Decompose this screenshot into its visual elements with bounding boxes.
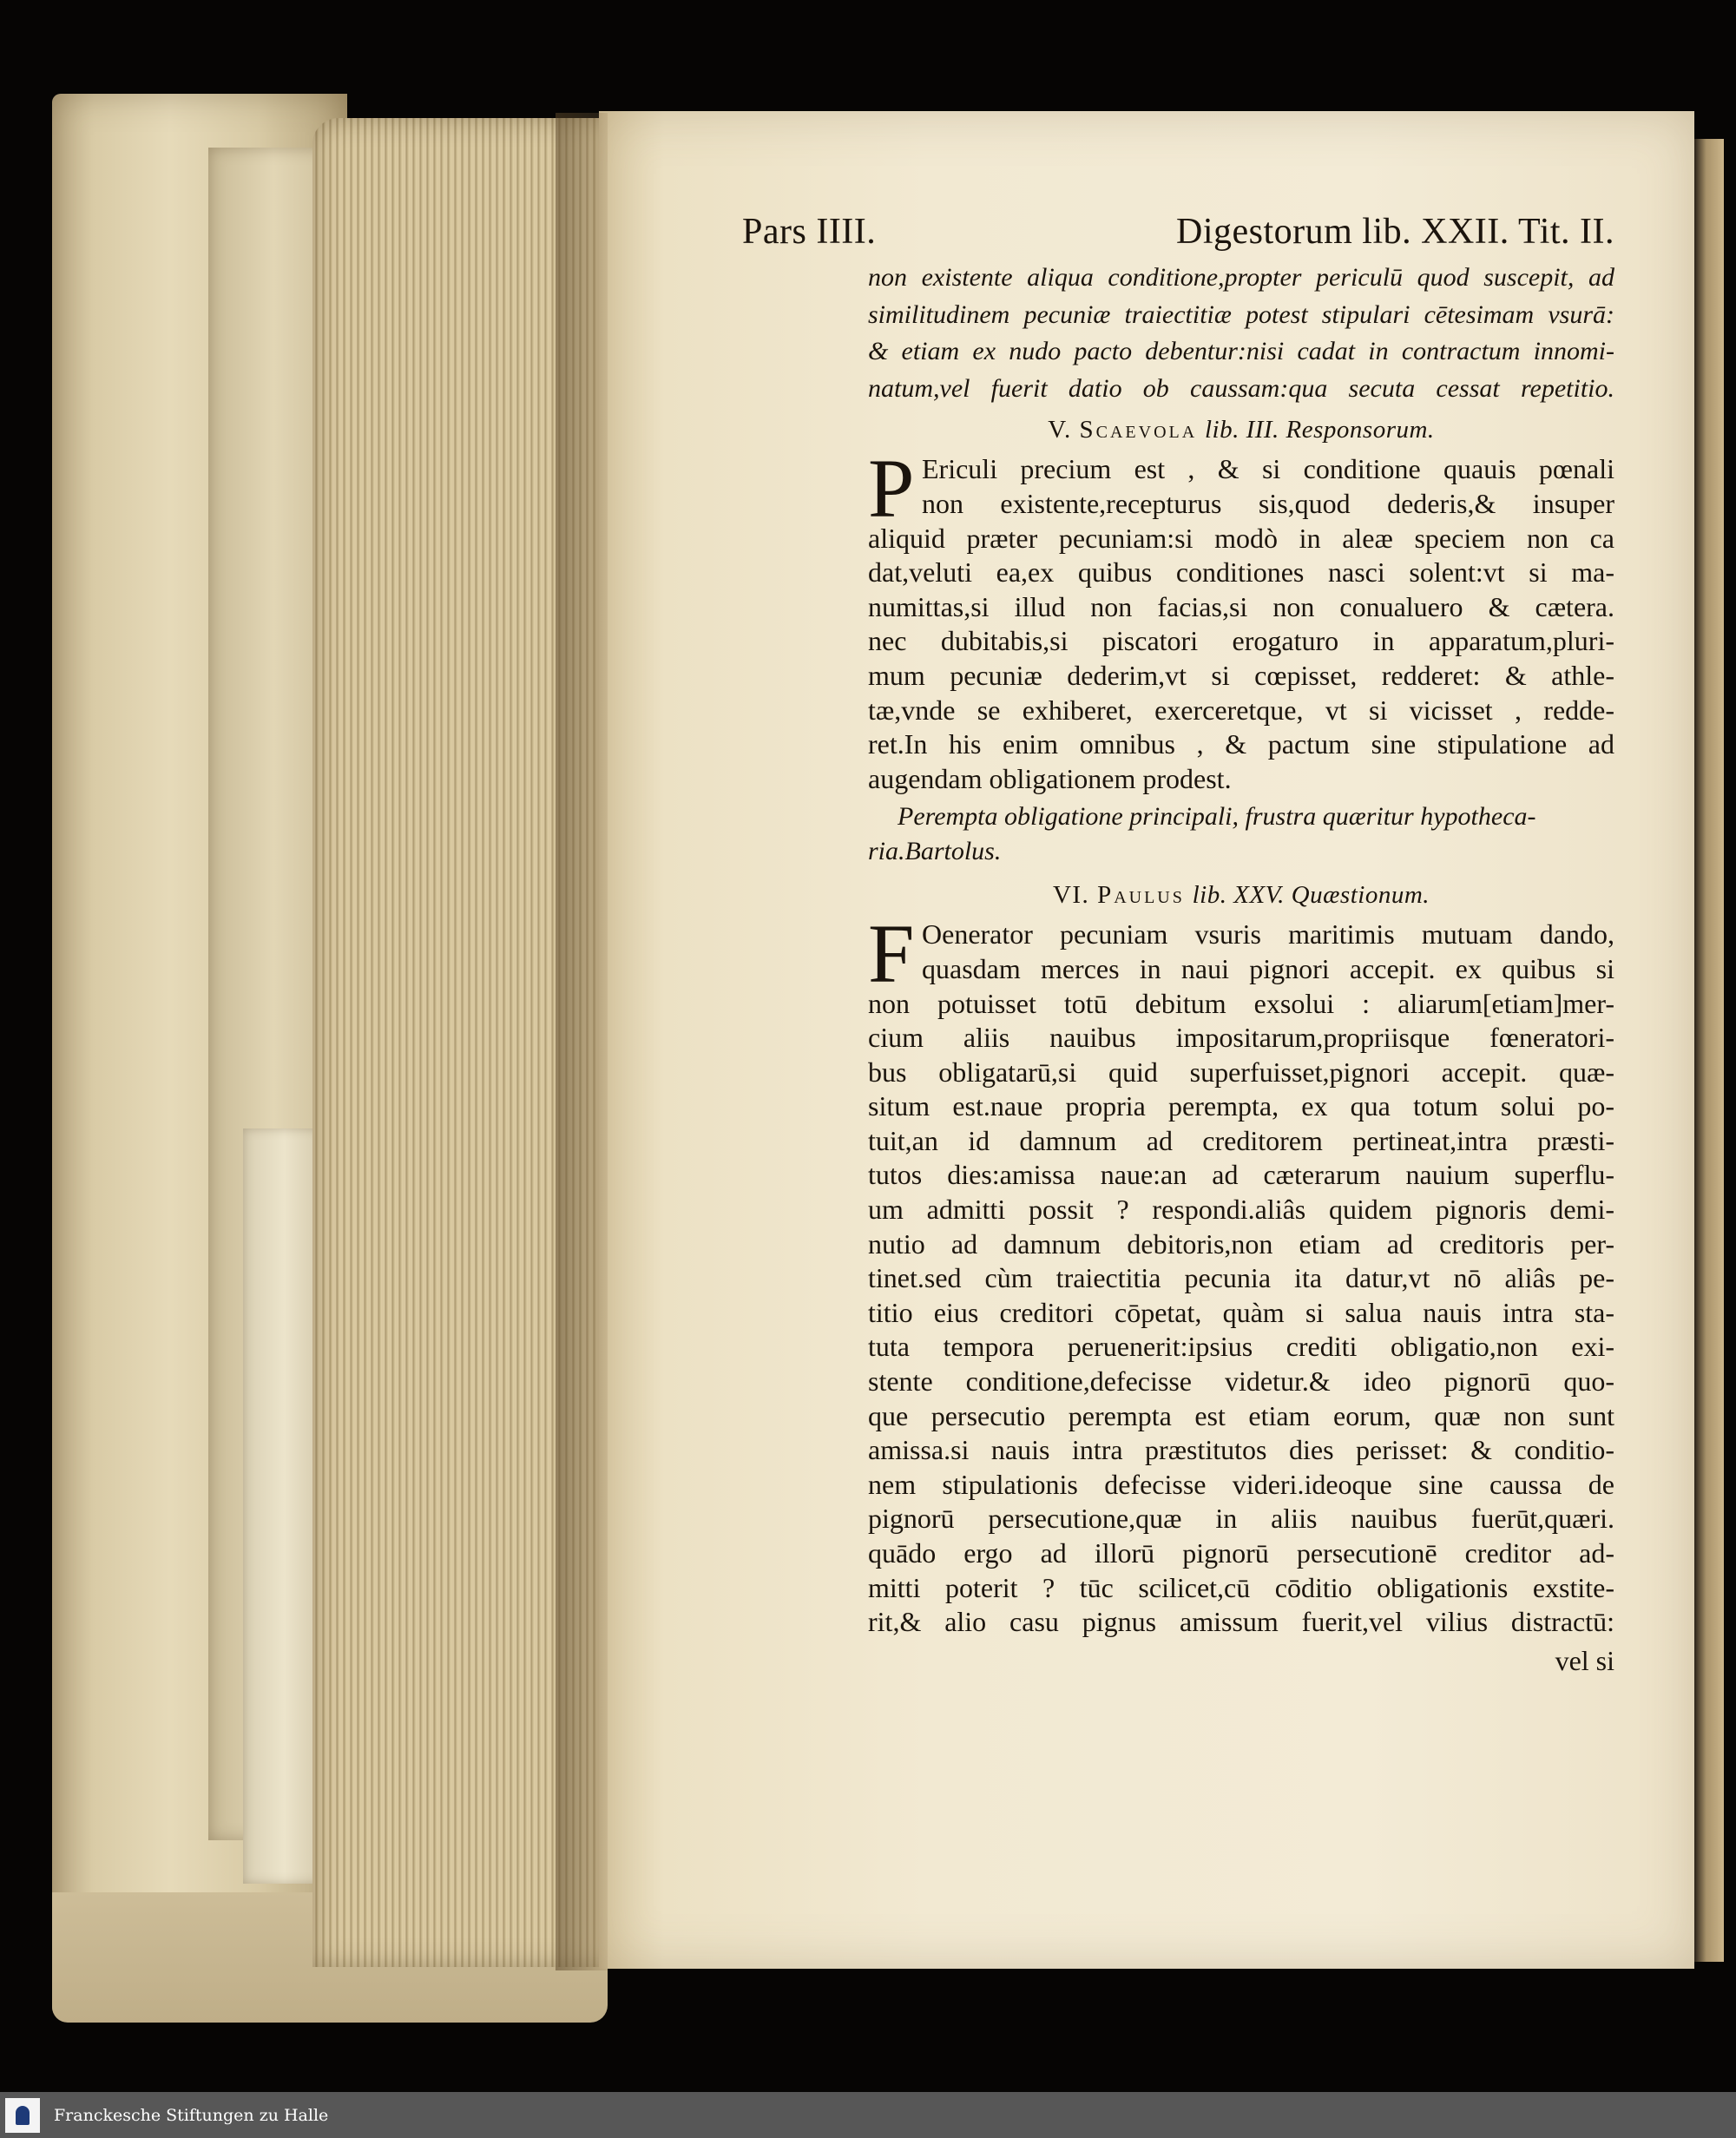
running-head-right: Digestorum lib. XXII. Tit. II. [1175,212,1614,252]
lex-vi-author: Paulus [1097,881,1185,910]
lex-vi-line: mitti poterit ? tūc scilicet,cū cōditio obligationis exstite- [868,1571,1614,1603]
lex-vi-line: Oenerator pecuniam vsuris maritimis mutuam dando, [922,918,1614,951]
lex-v-line: ret.In his enim omnibus , & pactum sine stipulatione ad [868,728,1614,760]
lex-vi-line: non potuisset totū debitum exsolui : aliarum[etiam]mer- [868,987,1614,1019]
lex-vi-paragraph [868,907,1614,1639]
lex-vi-line: cium aliis nauibus impositarum,propriisque fœneratori- [868,1022,1614,1054]
lex-v-author: Scaevola [1079,416,1198,444]
lex-v-number: V. [1048,416,1072,444]
lex-vi-line: tutos dies:amissa naue:an ad cæterarum nauium superflu- [868,1159,1614,1191]
francke-foundations-logo-icon[interactable] [5,2098,40,2133]
lex-vi-line: quādo ergo ad illorū pignorū persecutionē creditor ad- [868,1537,1614,1569]
lex-vi-line: titio eius creditori cōpetat, quàm si salua nauis intra sta- [868,1296,1614,1328]
lex-v-line: numittas,si illud non facias,si non conualuero & cætera. [868,590,1614,622]
logo-glyph [16,2106,30,2125]
page-gutter [556,113,608,1970]
footer-bar [0,2092,1736,2138]
lex-vi-line: pignorū persecutione,quæ in aliis nauibus fuerūt,quæri. [868,1503,1614,1535]
running-head-left: Pars IIII. [742,212,877,252]
summary-line: similitudinem pecuniæ traiectitiæ potest stipulari cētesimam vsurā: [868,299,1614,329]
lex-v-line: mum pecuniæ dederim,vt si cœpisset, redderet: & athle- [868,659,1614,691]
lex-vi-line: tuta tempora peruenerit:ipsius crediti obligatio,non exi- [868,1331,1614,1363]
summary [868,260,1614,407]
lex-v-dropcap: P [868,442,915,536]
lex-v-work: lib. III. Responsorum. [1204,416,1435,444]
lex-v-line: augendam obligationem prodest. [868,762,1232,794]
catchword: vel si [1555,1644,1614,1676]
lex-v-line: aliquid præter pecuniam:si modò in aleæ speciem non ca [868,522,1614,554]
gloss-line: ria.Bartolus. [868,837,1002,866]
summary-line: & etiam ex nudo pacto debentur:nisi cadat in contractum innomi- [868,337,1614,366]
lex-vi-line: stente conditione,defecisse videtur.& ideo pignorū quo- [868,1365,1614,1398]
lex-vi-line: rit,& alio casu pignus amissum fuerit,vel vilius distractū: [868,1606,1614,1638]
lex-vi-line: quasdam merces in naui pignori accepit. ex quibus si [922,952,1614,984]
lex-vi-number: VI. [1052,881,1090,910]
summary-line: non existente aliqua conditione,propter periculū quod suscepit, ad [868,263,1614,292]
lex-v-line: tæ,vnde se exhiberet, exerceretque, vt si vicisset , redde- [868,694,1614,726]
lex-vi-line: amissa.si nauis intra præstitutos dies perisset: & conditio- [868,1434,1614,1466]
gloss-line: Perempta obligatione principali, frustra quæritur hypotheca- [898,802,1536,832]
next-page-edge [1694,139,1724,1962]
lex-v-line: nec dubitabis,si piscatori erogaturo in apparatum,pluri- [868,625,1614,657]
lex-v-line: non existente,recepturus sis,quod dederis,& insuper [922,487,1614,519]
lex-v-line: dat,veluti ea,ex quibus conditiones nasci solent:vt si ma- [868,556,1614,589]
lex-vi-line: nem stipulationis defecisse videri.ideoque sine caussa de [868,1468,1614,1500]
summary-line: natum,vel fuerit datio ob caussam:qua secuta cessat repetitio. [868,373,1614,403]
lex-vi-line: tinet.sed cùm traiectitia pecunia ita datur,vt nō aliâs pe- [868,1262,1614,1294]
lex-vi-line: tuit,an id damnum ad creditorem pertineat,intra præsti- [868,1124,1614,1156]
lex-v-gloss [868,799,1614,869]
lex-v-paragraph [868,442,1614,796]
running-head [742,204,1614,260]
text-block [742,204,1614,1680]
lex-vi-heading [868,872,1614,918]
lex-vi-line: situm est.naue propria perempta, ex qua totum solui po- [868,1090,1614,1122]
lex-vi-line: um admitti possit ? respondi.aliâs quidem pignoris demi- [868,1194,1614,1226]
lex-vi-dropcap: F [868,907,915,1001]
lex-vi-line: que persecutio perempta est etiam eorum, quæ non sunt [868,1399,1614,1431]
lex-v-heading [868,407,1614,452]
lex-v-line: Ericuli precium est , & si conditione quauis pœnali [922,453,1614,485]
lex-vi-line: bus obligatarū,si quid superfuisset,pignori accepit. quæ- [868,1056,1614,1088]
footer-institution[interactable]: Franckesche Stiftungen zu Halle [54,2105,329,2125]
lex-vi-line: nutio ad damnum debitoris,non etiam ad creditoris per- [868,1227,1614,1260]
lex-vi-work: lib. XXV. Quæstionum. [1192,881,1430,910]
